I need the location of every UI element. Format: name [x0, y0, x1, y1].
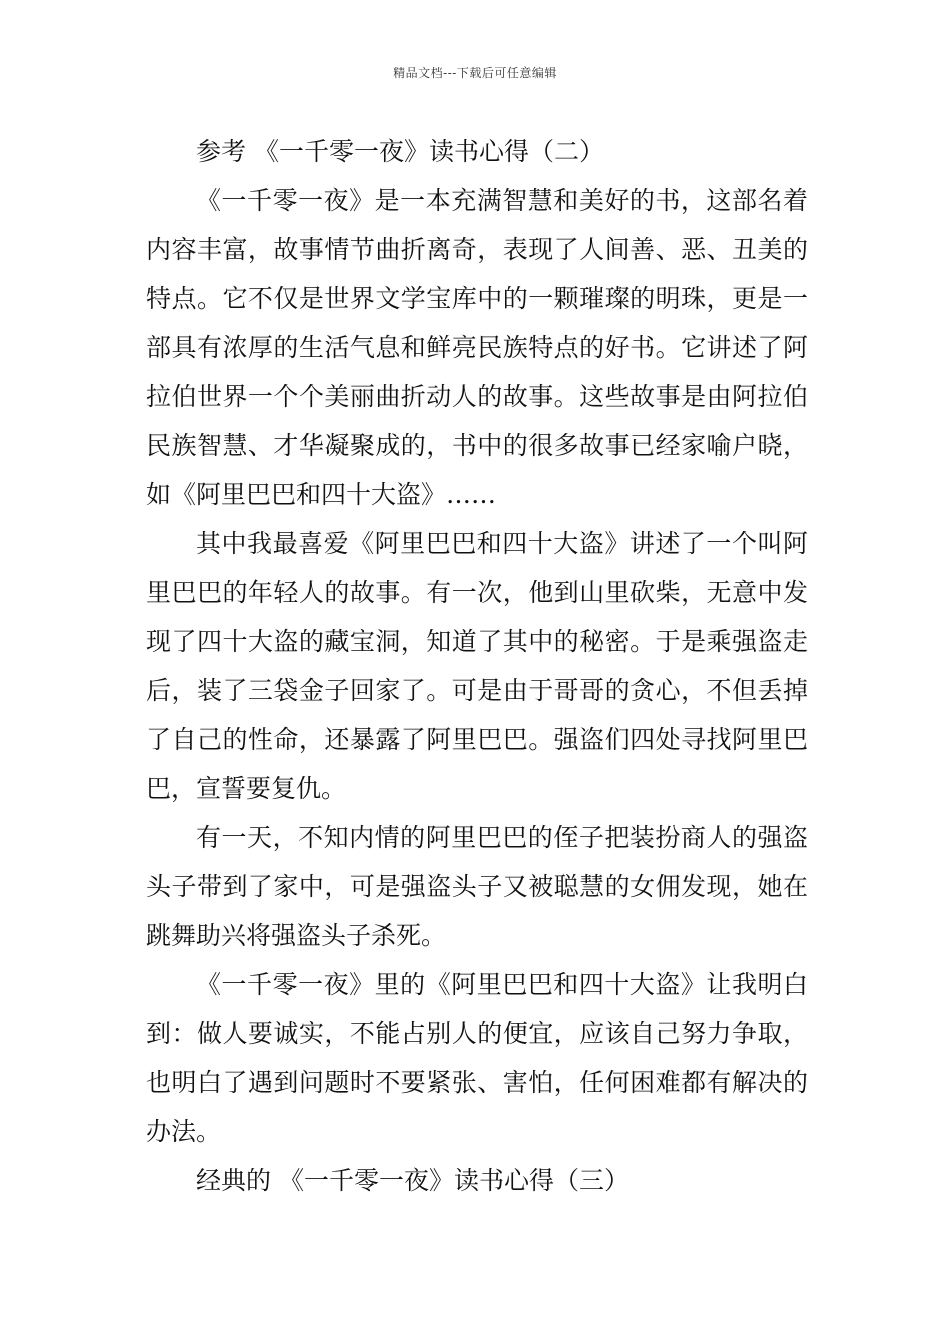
paragraph-story: 其中我最喜爱《阿里巴巴和四十大盗》讲述了一个叫阿里巴巴的年轻人的故事。有一次，他到山里砍柴，无意中发现了四十大盗的藏宝洞，知道了其中的秘密。于是乘强盗走后，装了三袋金子回家了。可是由于哥哥的贪心，不但丢掉了自己的性命，还暴露了阿里巴巴。强盗们四处寻找阿里巴巴，宣誓要复仇。 — [146, 529, 808, 803]
section-heading-3: 经典的 《一千零一夜》读书心得（三） — [196, 1166, 629, 1195]
section-heading-2: 参考 《一千零一夜》读书心得（二） — [196, 137, 604, 166]
document-body — [146, 127, 808, 1205]
page-header: 精品文档---下载后可任意编辑 — [393, 66, 557, 80]
paragraph-intro: 《一千零一夜》是一本充满智慧和美好的书，这部名着内容丰富，故事情节曲折离奇，表现了人间善、恶、丑美的特点。它不仅是世界文学宝库中的一颗璀璨的明珠，更是一部具有浓厚的生活气息和鲜亮民族特点的好书。它讲述了阿拉伯世界一个个美丽曲折动人的故事。这些故事是由阿拉伯民族智慧、才华凝聚成的，书中的很多故事已经家喻户晓，如《阿里巴巴和四十大盗》…… — [146, 186, 808, 509]
paragraph-climax: 有一天，不知内情的阿里巴巴的侄子把装扮商人的强盗头子带到了家中，可是强盗头子又被聪慧的女佣发现，她在跳舞助兴将强盗头子杀死。 — [146, 823, 808, 950]
paragraph-lesson: 《一千零一夜》里的《阿里巴巴和四十大盗》让我明白到：做人要诚实，不能占别人的便宜，应该自己努力争取，也明白了遇到问题时不要紧张、害怕，任何困难都有解决的办法。 — [146, 970, 808, 1146]
